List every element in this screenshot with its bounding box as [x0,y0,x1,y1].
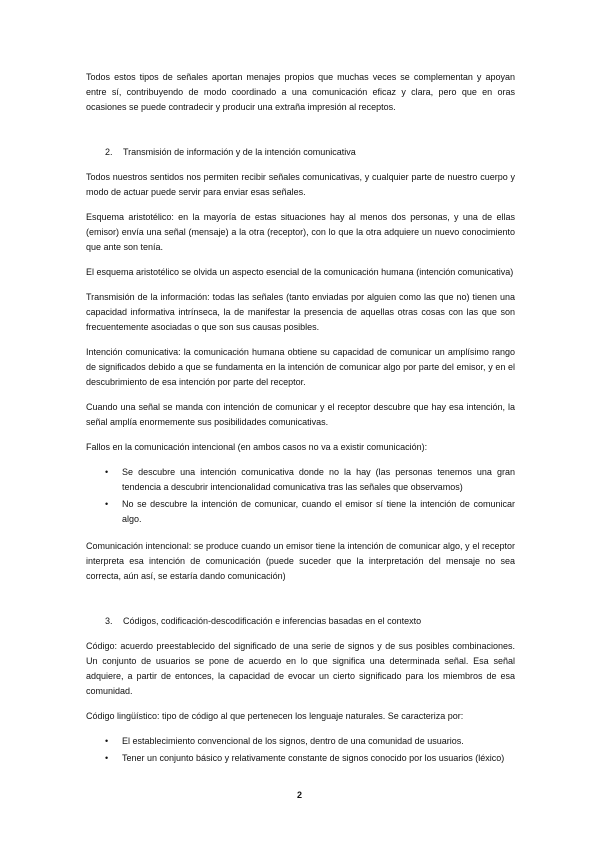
paragraph-intencion-comunicativa: Intención comunicativa: la comunicación humana obtiene su capacidad de comunicar un amplísimo rango de significados debido a que se fundamenta en la intención de comunicar algo por parte del emisor, y en el descubrimiento de esa intención por parte del receptor. [86,347,515,387]
list-item [86,497,515,527]
paragraph-comunicacion-intencional: Comunicación intencional: se produce cuando un emisor tiene la intención de comunicar algo, y el receptor interpreta esa intención de comunicación (puede suceder que la interpretación del mensaje no sea correcta, aún así, se estaría dando comunicación) [86,541,515,581]
section-heading-2 [86,145,515,160]
bullet-icon: • [105,499,109,509]
section-title: Transmisión de información y de la intención comunicativa [123,147,356,157]
paragraph-sentidos: Todos nuestros sentidos nos permiten recibir señales comunicativas, y cualquier parte de nuestro cuerpo y modo de actuar puede servir para enviar esas señales. [86,172,515,197]
list-item-text: El establecimiento convencional de los signos, dentro de una comunidad de usuarios. [122,736,464,746]
list-item [86,465,515,495]
section-number: 2. [105,147,113,157]
section-title: Códigos, codificación-descodificación e inferencias basadas en el contexto [123,616,422,626]
paragraph-codigo: Código: acuerdo preestablecido del significado de una serie de signos y de sus posibles combinaciones. Un conjunto de usuarios se pone de acuerdo en lo que significa una determinada señal. Esa señal adquiere, a partir de entonces, la capacidad de evocar un cierto significado para los miembros de esa comunidad. [86,641,515,696]
section-heading-3 [86,614,515,629]
paragraph-senal-intencion: Cuando una señal se manda con intención de comunicar y el receptor descubre que hay esa intención, la señal amplía enormemente sus posibilidades comunicativas. [86,402,515,427]
paragraph-transmision-informacion: Transmisión de la información: todas las señales (tanto enviadas por alguien como las que no) tienen una capacidad informativa intrínseca, la de manifestar la presencia de aquellas otras cosas con las que son frecuentemente asociadas o que son sus causas posibles. [86,292,515,332]
bullet-icon: • [105,753,109,763]
section-number: 3. [105,616,113,626]
page-content [86,70,515,778]
paragraph-codigo-linguistico: Código lingüístico: tipo de código al que pertenecen los lenguaje naturales. Se caracteriza por: [86,711,464,721]
paragraph-esquema-olvida: El esquema aristotélico se olvida un aspecto esencial de la comunicación humana (intención comunicativa) [86,267,514,277]
page-number: 2 [296,790,302,800]
paragraph-fallos: Fallos en la comunicación intencional (en ambos casos no va a existir comunicación): [86,442,428,452]
list-item-text: Se descubre una intención comunicativa donde no la hay (las personas tenemos una gran tendencia a descubrir intencionalidad comunicativa tras las señales que observamos) [122,467,515,492]
paragraph-tipos-senales: Todos estos tipos de señales aportan menajes propios que muchas veces se complementan y apoyan entre sí, contribuyendo de modo coordinado a una comunicación eficaz y clara, pero que en oras ocasiones se puede contradecir y producir una extraña impresión al receptos. [86,72,515,112]
list-item [86,734,515,749]
bullet-icon: • [105,736,109,746]
bullet-list-fallos [86,465,515,527]
list-item-text: No se descubre la intención de comunicar, cuando el emisor sí tiene la intención de comunicar algo. [122,499,515,524]
paragraph-esquema-aristotelico: Esquema aristotélico: en la mayoría de estas situaciones hay al menos dos personas, y una de ellas (emisor) envía una señal (mensaje) a la otra (receptor), con lo que la otra adquiere un nuevo conocimiento que ante son tenía. [86,212,515,252]
list-item [86,751,515,766]
bullet-icon: • [105,467,109,477]
list-item-text: Tener un conjunto básico y relativamente constante de signos conocido por los usuarios (léxico) [122,753,505,763]
bullet-list-codigo [86,734,515,766]
